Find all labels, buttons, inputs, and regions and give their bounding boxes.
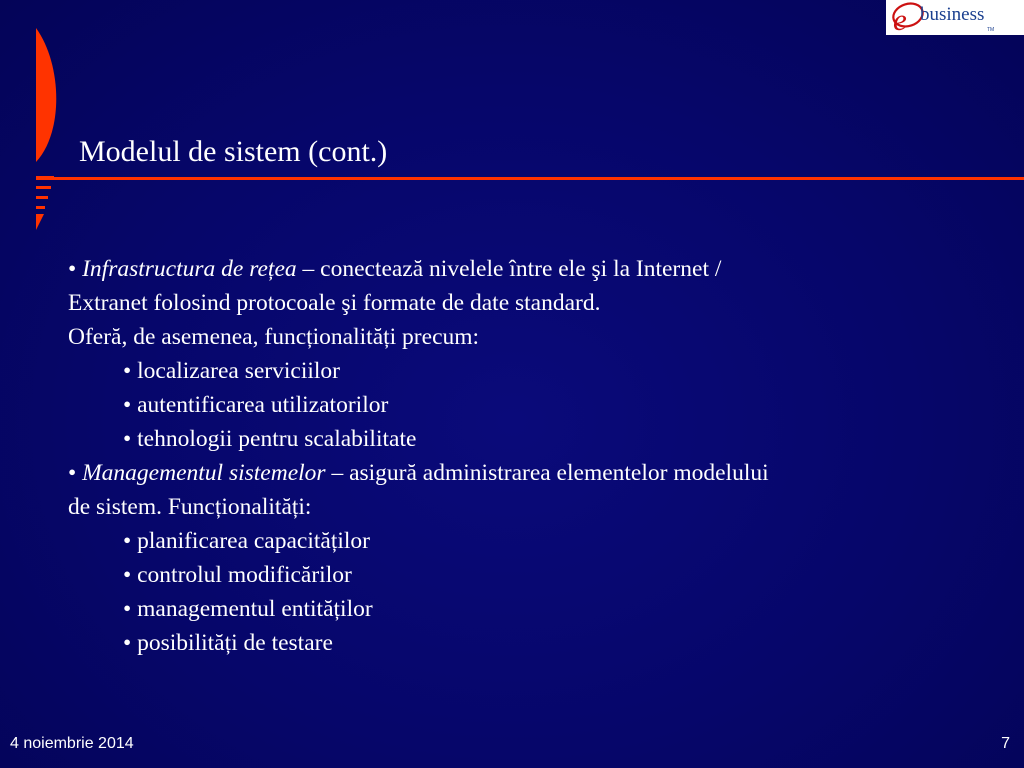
sub-bullet-text: controlul modificărilor <box>137 562 352 588</box>
infra-desc-line2: Extranet folosind protocoale şi formate de date standard. <box>68 290 601 316</box>
footer-date: 4 noiembrie 2014 <box>10 735 134 752</box>
term-management: Managementul sistemelor <box>82 460 326 486</box>
sub-bullet-text: posibilități de testare <box>137 630 333 656</box>
sub-bullet-text: autentificarea utilizatorilor <box>137 392 389 418</box>
sub-bullet-item <box>68 524 1024 558</box>
bullet-glyph: • <box>123 392 132 418</box>
bullet-glyph: • <box>123 630 132 656</box>
logo-text: business <box>920 4 985 25</box>
bullet-management <box>68 456 1024 490</box>
sub-bullet-text: localizarea serviciilor <box>137 358 341 384</box>
sub-bullet-item <box>68 354 1024 388</box>
slide-decoration <box>0 0 90 260</box>
sub-bullet-text: planificarea capacităților <box>137 528 370 554</box>
bullet-infrastructure <box>68 252 1024 286</box>
ebusiness-logo <box>886 0 1024 35</box>
sub-bullet-item <box>68 626 1024 660</box>
title-underline <box>36 177 1024 180</box>
sub-bullet-item <box>68 422 1024 456</box>
infra-desc-line3: Oferă, de asemenea, funcționalități precum: <box>68 324 480 350</box>
term-infrastructure: Infrastructura de rețea <box>82 256 297 282</box>
sub-bullet-item <box>68 388 1024 422</box>
logo-trademark: TM <box>987 27 995 33</box>
slide-title: Modelul de sistem (cont.) <box>79 135 388 168</box>
bullet-glyph: • <box>123 596 132 622</box>
sub-bullet-text: managementul entităților <box>137 596 373 622</box>
sub-bullet-item <box>68 558 1024 592</box>
bullet-glyph: • <box>123 528 132 554</box>
sub-bullet-text: tehnologii pentru scalabilitate <box>137 426 417 452</box>
bullet-glyph: • <box>68 256 77 282</box>
bullet-glyph: • <box>123 426 132 452</box>
bullet-glyph: • <box>123 562 132 588</box>
mgmt-desc-line2: de sistem. Funcționalități: <box>68 494 312 520</box>
sub-bullet-item <box>68 592 1024 626</box>
mgmt-desc-line1: – asigură administrarea elementelor modelului <box>325 460 769 486</box>
svg-text:e: e <box>893 2 907 35</box>
bullet-glyph: • <box>68 460 77 486</box>
page-number: 7 <box>1001 735 1010 752</box>
bullet-glyph: • <box>123 358 132 384</box>
slide-body <box>68 252 1024 660</box>
infra-desc-line1: – conectează nivelele între ele şi la Internet / <box>296 256 722 282</box>
